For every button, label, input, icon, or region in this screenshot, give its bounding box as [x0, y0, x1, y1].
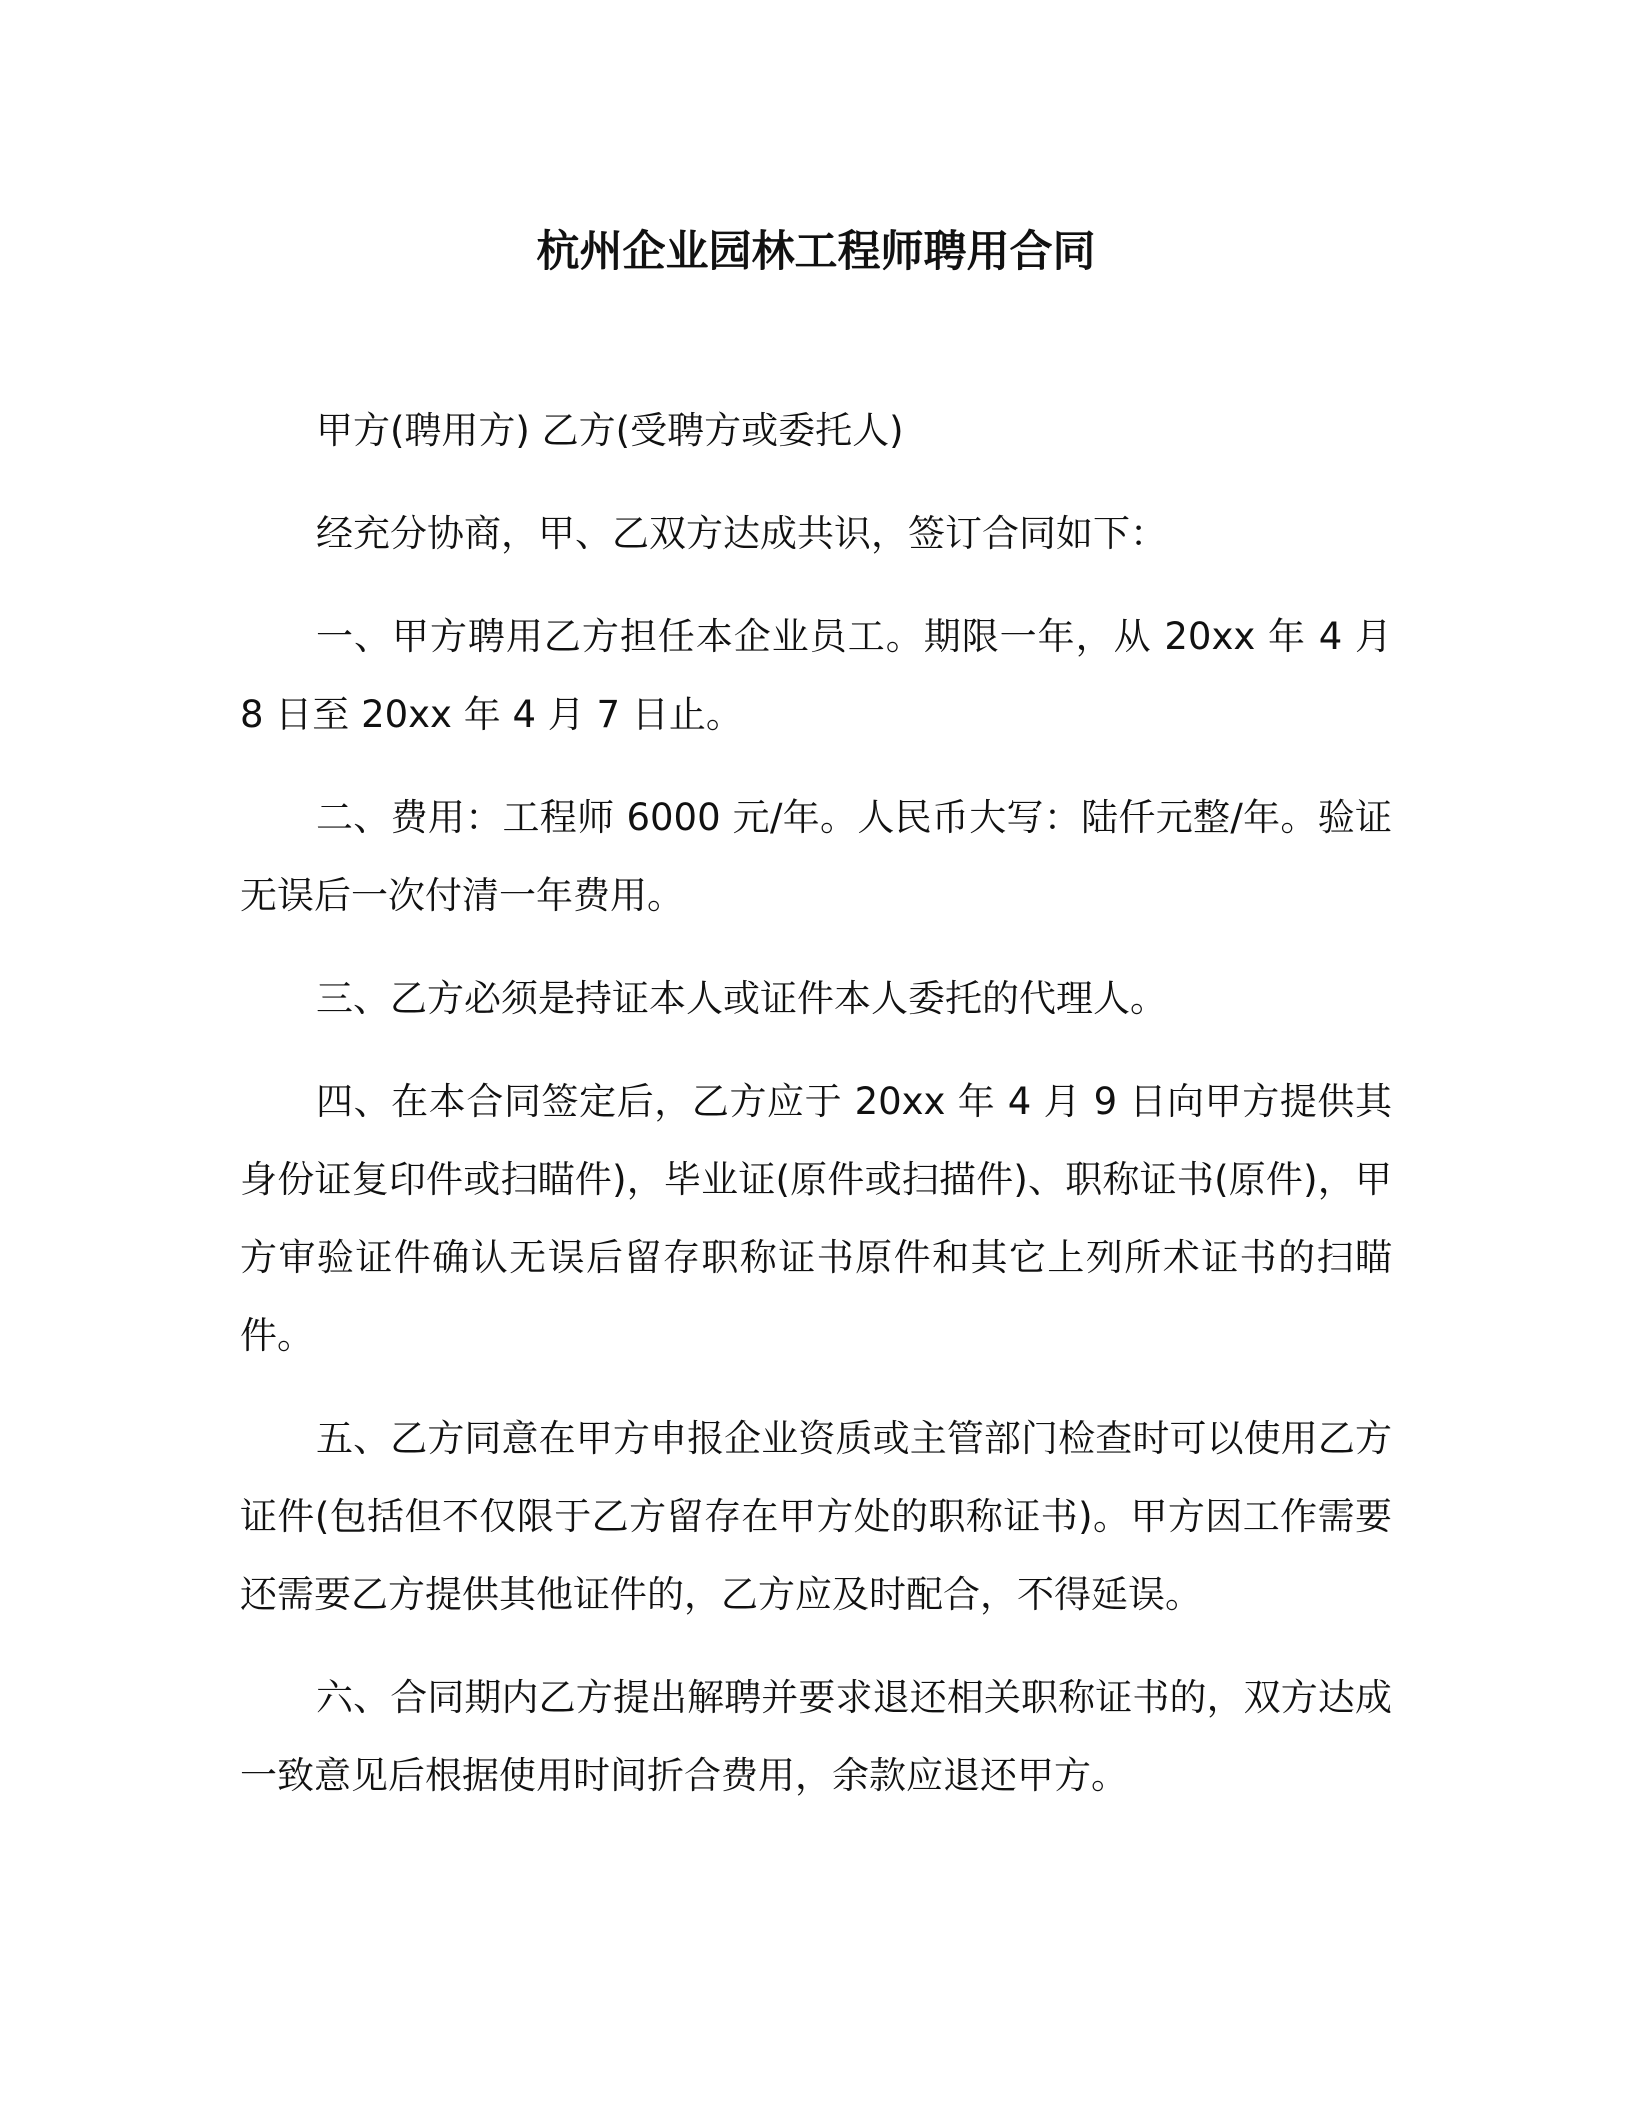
- clause-5: 五、乙方同意在甲方申报企业资质或主管部门检查时可以使用乙方证件(包括但不仅限于乙方留存在甲方处的职称证书)。甲方因工作需要还需要乙方提供其他证件的，乙方应及时配合，不得延误。: [240, 1417, 1392, 1616]
- clause-6: 六、合同期内乙方提出解聘并要求退还相关职称证书的，双方达成一致意见后根据使用时间折合费用，余款应退还甲方。: [240, 1676, 1392, 1797]
- document-title: 杭州企业园林工程师聘用合同: [536, 227, 1096, 277]
- preamble-paragraph: 经充分协商，甲、乙双方达成共识，签订合同如下：: [316, 512, 1167, 555]
- parties-line: 甲方(聘用方) 乙方(受聘方或委托人): [316, 409, 904, 452]
- clause-4: 四、在本合同签定后，乙方应于 20xx 年 4 月 9 日向甲方提供其身份证复印件或扫瞄件)，毕业证(原件或扫描件)、职称证书(原件)，甲方审验证件确认无误后留存职称证书原件和其它上列所术证书的扫瞄件。: [240, 1080, 1392, 1357]
- clause-3: 三、乙方必须是持证本人或证件本人委托的代理人。: [316, 977, 1167, 1020]
- document-body: [240, 392, 1392, 1840]
- clause-2: 二、费用：工程师 6000 元/年。人民币大写：陆仟元整/年。验证无误后一次付清一年费用。: [240, 796, 1392, 917]
- clause-1: 一、甲方聘用乙方担任本企业员工。期限一年，从 20xx 年 4 月 8 日至 20xx 年 4 月 7 日止。: [240, 615, 1392, 736]
